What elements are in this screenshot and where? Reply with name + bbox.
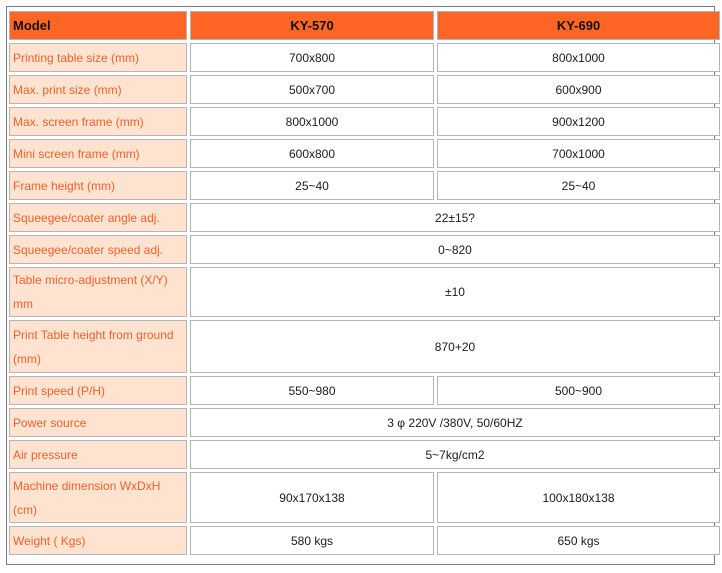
- table-row: [9, 526, 720, 555]
- table-row: [9, 43, 720, 72]
- header-model-label: Model: [9, 11, 187, 40]
- row-label: Mini screen frame (mm): [9, 139, 187, 168]
- row-value-shared: ±10: [190, 267, 720, 317]
- row-value-ky570: 25~40: [190, 171, 434, 200]
- row-value-ky570: 600x800: [190, 139, 434, 168]
- row-label: Print speed (P/H): [9, 376, 187, 405]
- table-row: [9, 408, 720, 437]
- table-row: [9, 267, 720, 317]
- row-value-ky570: 500x700: [190, 75, 434, 104]
- table-row: [9, 203, 720, 232]
- row-value-ky570: 90x170x138: [190, 472, 434, 523]
- row-value-ky690: 800x1000: [437, 43, 720, 72]
- row-value-ky570: 580 kgs: [190, 526, 434, 555]
- row-value-shared: 3 φ 220V /380V, 50/60HZ: [190, 408, 720, 437]
- row-value-ky570: 700x800: [190, 43, 434, 72]
- header-model-ky570: KY-570: [190, 11, 434, 40]
- row-value-shared: 5~7kg/cm2: [190, 440, 720, 469]
- row-value-ky690: 900x1200: [437, 107, 720, 136]
- spec-table: [6, 8, 722, 558]
- table-row: [9, 440, 720, 469]
- row-label: Air pressure: [9, 440, 187, 469]
- row-value-ky690: 25~40: [437, 171, 720, 200]
- row-label: Print Table height from ground (mm): [9, 320, 187, 373]
- row-value-shared: 0~820: [190, 235, 720, 264]
- row-value-ky570: 550~980: [190, 376, 434, 405]
- row-label: Max. screen frame (mm): [9, 107, 187, 136]
- row-label: Printing table size (mm): [9, 43, 187, 72]
- row-label: Squeegee/coater speed adj.: [9, 235, 187, 264]
- row-value-ky690: 650 kgs: [437, 526, 720, 555]
- row-value-ky690: 700x1000: [437, 139, 720, 168]
- header-model-ky690: KY-690: [437, 11, 720, 40]
- row-value-shared: 870+20: [190, 320, 720, 373]
- table-row: [9, 139, 720, 168]
- row-value-ky570: 800x1000: [190, 107, 434, 136]
- row-label: Squeegee/coater angle adj.: [9, 203, 187, 232]
- table-row: [9, 235, 720, 264]
- row-label: Power source: [9, 408, 187, 437]
- row-value-ky690: 100x180x138: [437, 472, 720, 523]
- table-row: [9, 75, 720, 104]
- row-label: Max. print size (mm): [9, 75, 187, 104]
- row-value-ky690: 600x900: [437, 75, 720, 104]
- row-value-shared: 22±15?: [190, 203, 720, 232]
- table-row: [9, 171, 720, 200]
- row-label: Frame height (mm): [9, 171, 187, 200]
- row-label: Weight ( Kgs): [9, 526, 187, 555]
- row-value-ky690: 500~900: [437, 376, 720, 405]
- table-header-row: [9, 11, 720, 40]
- table-row: [9, 107, 720, 136]
- table-row: [9, 472, 720, 523]
- table-row: [9, 376, 720, 405]
- row-label: Machine dimension WxDxH (cm): [9, 472, 187, 523]
- table-row: [9, 320, 720, 373]
- row-label: Table micro-adjustment (X/Y) mm: [9, 267, 187, 317]
